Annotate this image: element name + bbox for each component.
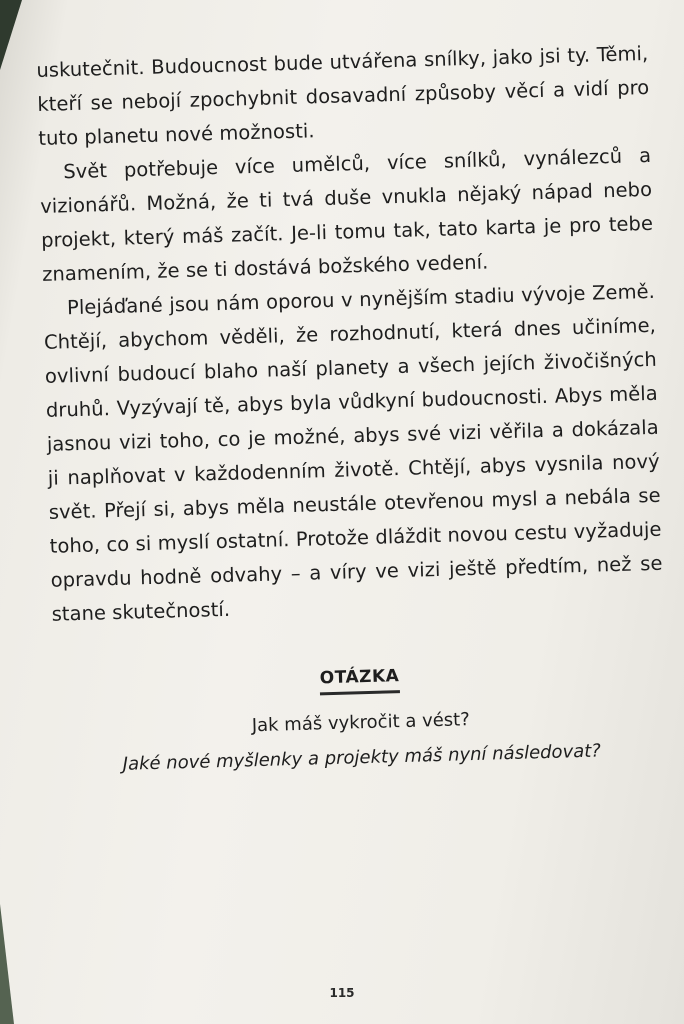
- page-number: 115: [329, 986, 355, 1000]
- paragraph-3: Plejáďané jsou nám oporou v nynějším stadiu vývoje Země. Chtějí, abychom věděli, že rozhodnutí, která dnes učiníme, ovlivní budoucí blaho naší planety a všech jejích živočišných druhů. Vyzývají tě, abys byla vůdkyní budoucnosti. Abys měla jasnou vizi toho, co je možné, abys své vizi věřila a dokázala ji naplňovat v každodenním životě. Chtějí, abys vysnila nový svět. Přejí si, abys měla neustále otevřenou mysl a nebála se toho, co si myslí ostatní. Protože dláždit novou cestu vyžaduje opravdu hodně odvahy – a víry ve vizi ještě předtím, než se stane skutečností.: [43, 279, 663, 626]
- paragraph-1: uskutečnit. Budoucnost bude utvářena snílky, jako jsi ty. Těmi, kteří se nebojí zpochybnit dosavadní způsoby věcí a vidí pro tuto planetu nové možnosti.: [36, 41, 650, 150]
- page-corner-shadow: [0, 0, 22, 70]
- question-line: Jak máš vykročit a vést?: [251, 709, 471, 737]
- question-italic-line: Jaké nové myšlenky a projekty máš nyní následovat?: [122, 740, 602, 775]
- section-heading: [53, 659, 666, 703]
- paragraph-2: Svět potřebuje více umělců, více snílků, vynálezců a vizionářů. Možná, že ti tvá duše vnukla nějaký nápad nebo projekt, který máš začít. Je-li tomu tak, tato karta je pro tebe znamením, že se ti dostává božského vedení.: [39, 143, 654, 286]
- page-content: [36, 37, 668, 777]
- page-edge-shadow: [0, 904, 14, 1024]
- section-heading-text: OTÁZKA: [319, 666, 399, 695]
